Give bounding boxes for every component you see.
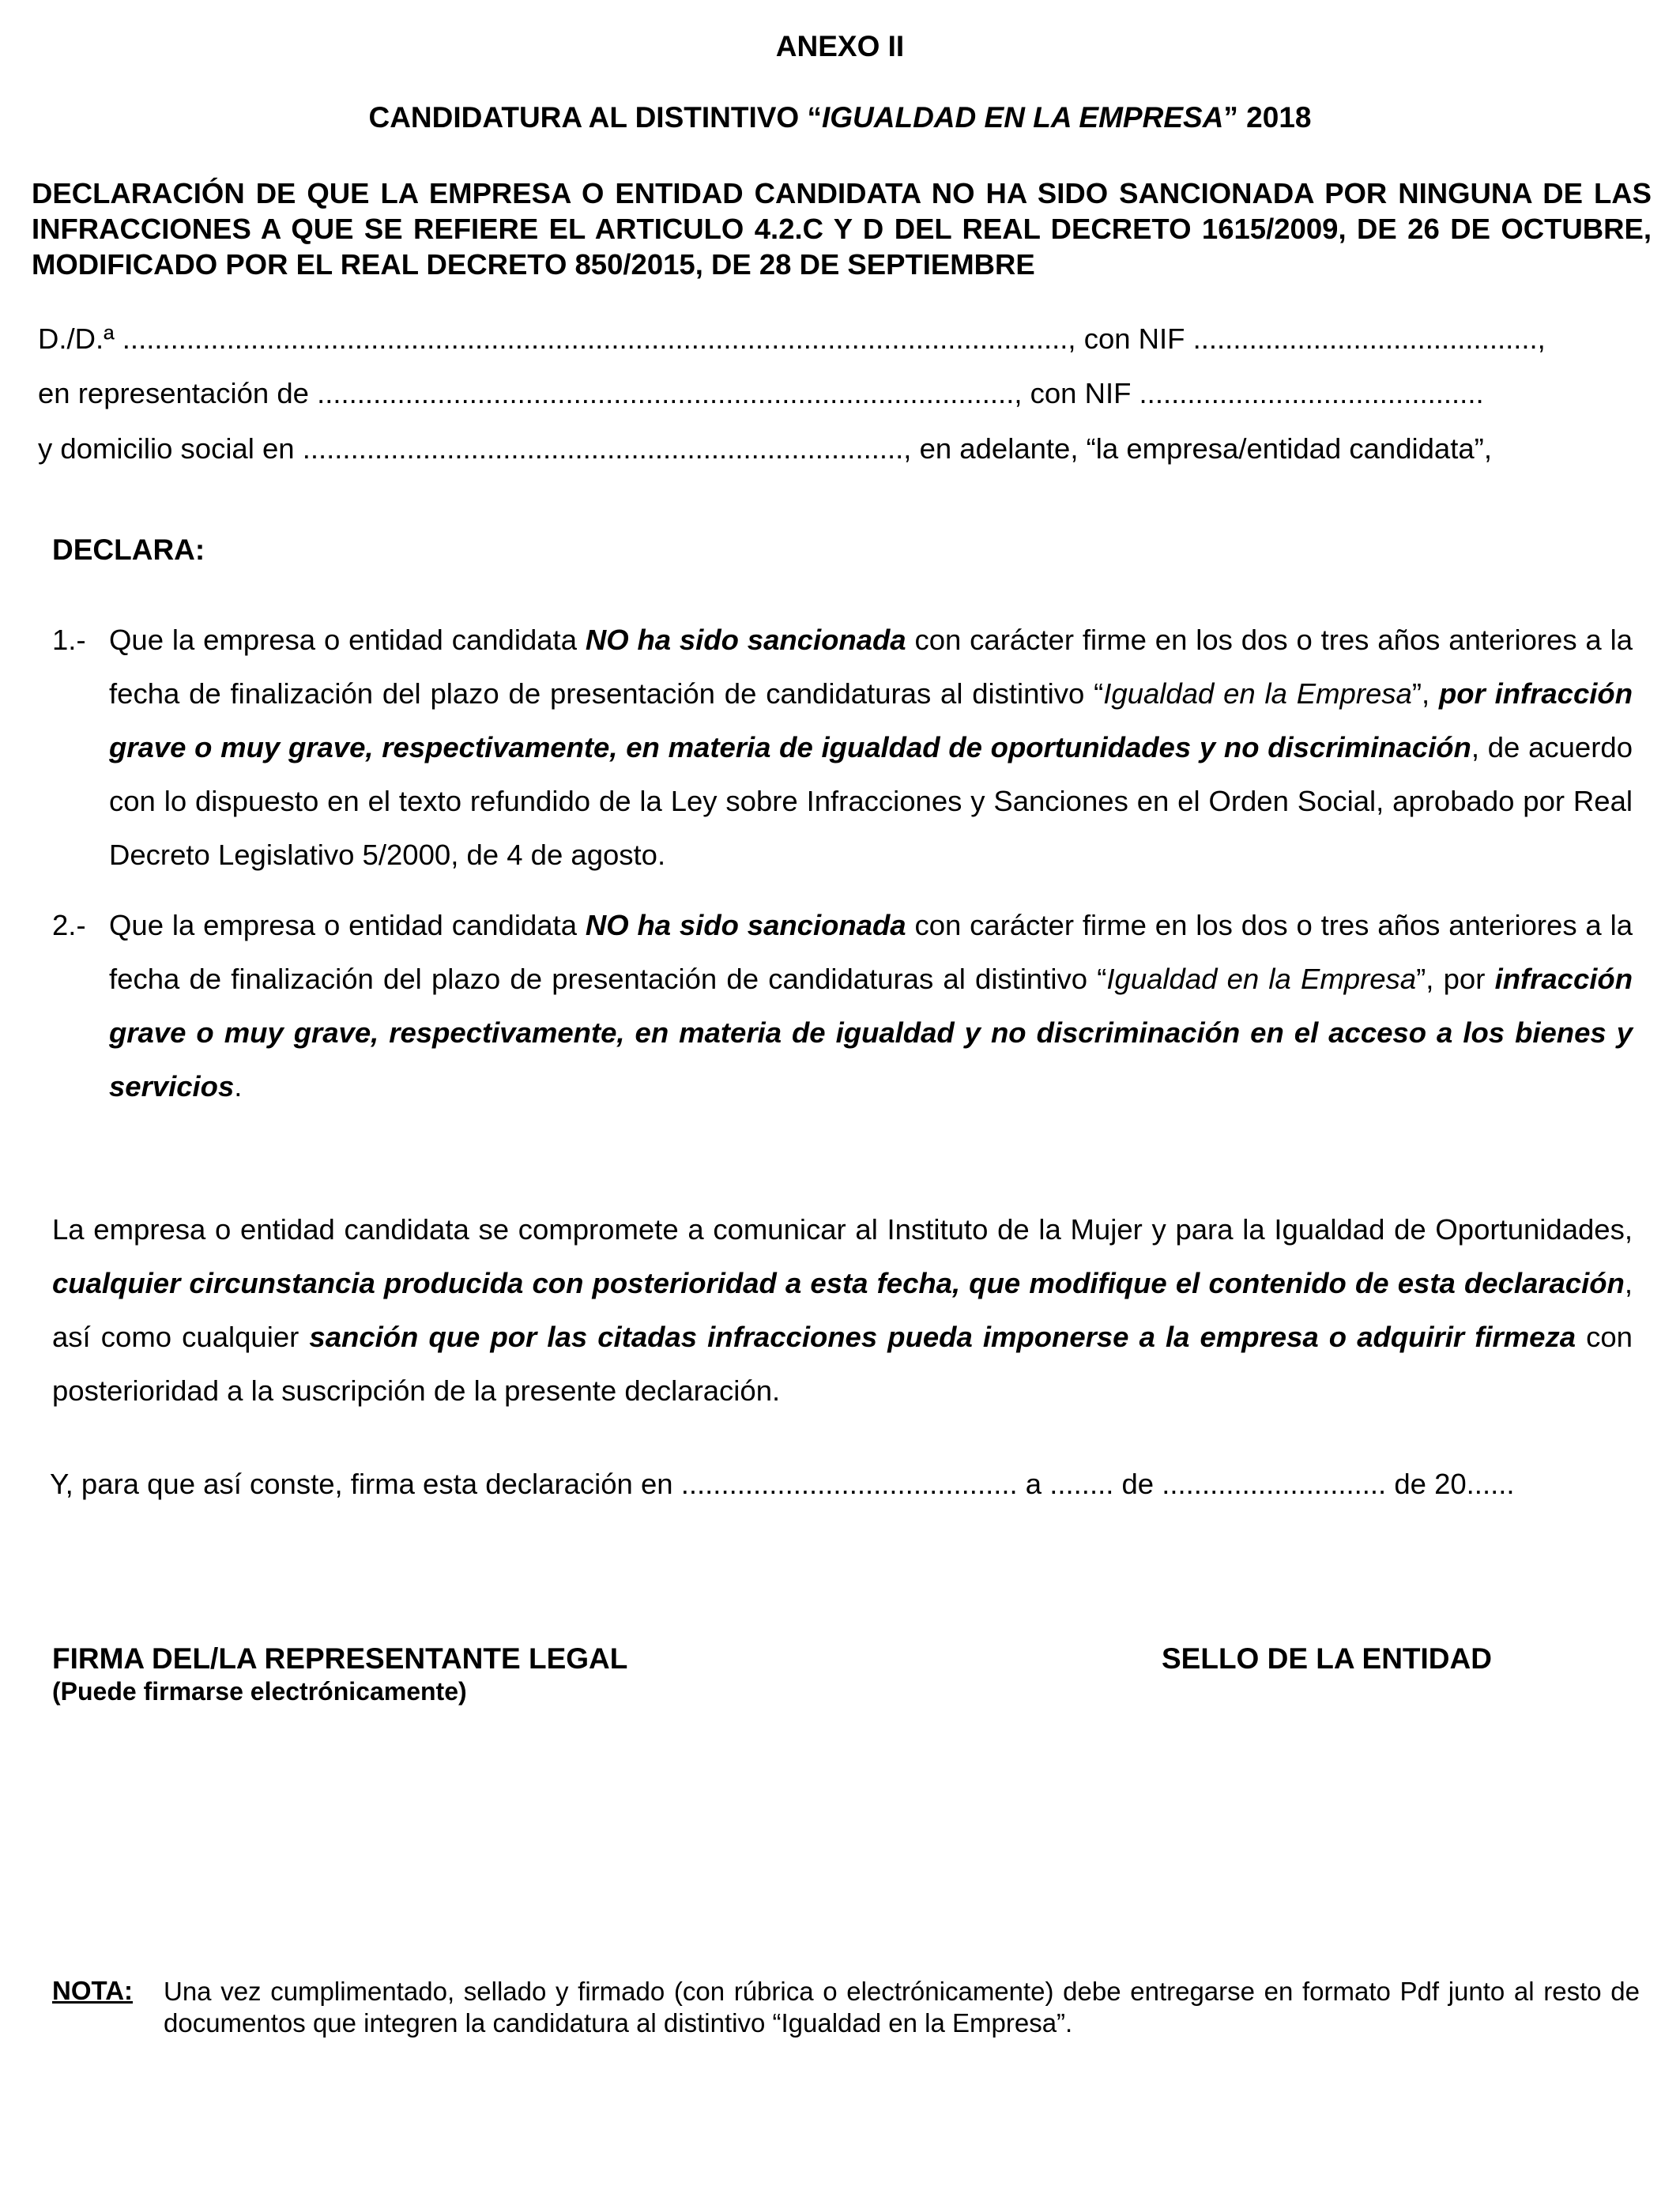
declaration-item-2 bbox=[52, 899, 1633, 1114]
commitment-text: La empresa o entidad candidata se compromete a comunicar al Instituto de la Mujer y para la Igualdad de Oportunidades, bbox=[52, 1213, 1633, 1246]
item-emphasis: infracción grave o muy grave, respectivamente, en materia de igualdad y no discriminación en el acceso a los bienes y servicios bbox=[109, 963, 1633, 1103]
item-number: 2.- bbox=[52, 909, 86, 941]
item-text: , de acuerdo con lo dispuesto en el texto refundido de la Ley sobre Infracciones y Sanciones en el Orden Social, aprobado por Real Decreto Legislativo 5/2000, de 4 de agosto. bbox=[109, 731, 1633, 871]
item-italic: Igualdad en la Empresa bbox=[1106, 963, 1417, 995]
candidatura-prefix: CANDIDATURA AL DISTINTIVO “ bbox=[368, 101, 822, 134]
entity-seal-label: SELLO DE LA ENTIDAD bbox=[1162, 1642, 1492, 1675]
form-line-name: D./D.ª ......................................................................................................................, con NIF ..........................................., bbox=[38, 322, 1546, 355]
candidatura-title bbox=[0, 101, 1680, 134]
item-text: ”, bbox=[1411, 677, 1439, 710]
item-number: 1.- bbox=[52, 624, 86, 656]
commitment-text: , así como cualquier bbox=[52, 1267, 1633, 1353]
declaration-title: DECLARACIÓN DE QUE LA EMPRESA O ENTIDAD CANDIDATA NO HA SIDO SANCIONADA POR NINGUNA DE LAS INFRACCIONES A QUE SE REFIERE EL ARTICULO 4.2.C Y D DEL REAL DECRETO 1615/2009, DE 26 DE OCTUBRE, MODIFICADO POR EL REAL DECRETO 850/2015, DE 28 DE SEPTIEMBRE bbox=[32, 177, 1652, 281]
item-text: Que la empresa o entidad candidata bbox=[109, 909, 586, 941]
legal-representative-signature-label: FIRMA DEL/LA REPRESENTANTE LEGAL bbox=[52, 1642, 628, 1675]
declaration-item-1 bbox=[52, 613, 1633, 882]
item-emphasis: NO ha sido sancionada bbox=[585, 909, 906, 941]
item-body bbox=[109, 613, 1633, 882]
commitment-emphasis: sanción que por las citadas infracciones pueda imponerse a la empresa o adquirir firmeza bbox=[309, 1321, 1576, 1353]
commitment-text: con posterioridad a la suscripción de la presente declaración. bbox=[52, 1321, 1633, 1407]
item-text: . bbox=[234, 1070, 243, 1103]
item-text: ”, por bbox=[1416, 963, 1495, 995]
signature-place-date-line: Y, para que así conste, firma esta declaración en .......................................... a ........ de ............................ de 20...... bbox=[50, 1468, 1515, 1500]
item-text: con carácter firme en los dos o tres años anteriores a la fecha de finalización del plazo de presentación de candidaturas al distintivo “ bbox=[109, 909, 1633, 995]
electronic-signature-note: (Puede firmarse electrónicamente) bbox=[52, 1677, 467, 1706]
item-emphasis: NO ha sido sancionada bbox=[585, 624, 906, 656]
candidatura-suffix: ” 2018 bbox=[1223, 101, 1312, 134]
commitment-paragraph bbox=[52, 1203, 1633, 1418]
item-text: Que la empresa o entidad candidata bbox=[109, 624, 586, 656]
item-emphasis: por infracción grave o muy grave, respectivamente, en materia de igualdad de oportunidades y no discriminación bbox=[109, 677, 1633, 763]
commitment-emphasis: cualquier circunstancia producida con posterioridad a esta fecha, que modifique el contenido de esta declaración bbox=[52, 1267, 1625, 1299]
form-line-representation: en representación de ......................................................................................., con NIF ........................................... bbox=[38, 377, 1484, 409]
annex-title: ANEXO II bbox=[775, 30, 905, 62]
item-text: con carácter firme en los dos o tres años anteriores a la fecha de finalización del plazo de presentación de candidaturas al distintivo “ bbox=[109, 624, 1633, 710]
declara-heading: DECLARA: bbox=[52, 533, 205, 566]
form-line-address: y domicilio social en ..........................................................................., en adelante, “la empresa/entidad candidata”, bbox=[38, 432, 1492, 465]
note-text: Una vez cumplimentado, sellado y firmado (con rúbrica o electrónicamente) debe entregarse en formato Pdf junto al resto de documentos que integren la candidatura al distintivo “Igualdad en la Empresa”. bbox=[164, 1977, 1640, 2038]
item-body bbox=[109, 899, 1633, 1114]
note-label: NOTA: bbox=[52, 1976, 134, 2005]
candidatura-italic: IGUALDAD EN LA EMPRESA bbox=[821, 101, 1224, 134]
item-italic: Igualdad en la Empresa bbox=[1103, 677, 1412, 710]
